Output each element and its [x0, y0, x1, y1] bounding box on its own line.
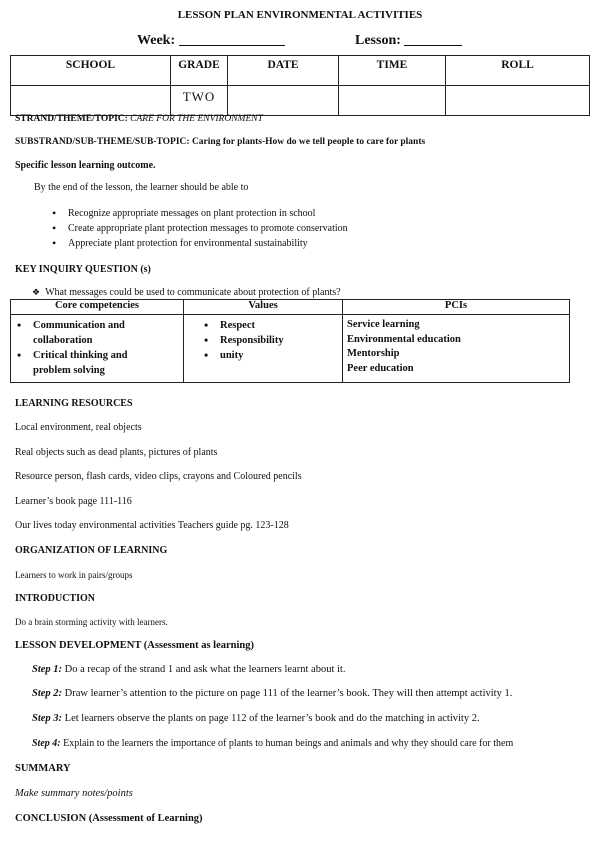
step-label: Step 1: [32, 664, 63, 675]
competencies-table [10, 299, 570, 383]
header-row [11, 56, 590, 86]
cell-date [228, 86, 339, 116]
development-heading: LESSON DEVELOPMENT (Assessment as learning) [15, 640, 254, 651]
pci-item: Mentorship [347, 348, 400, 359]
step-label: Step 3: [32, 713, 63, 724]
step-label: Step 4: [32, 738, 61, 749]
strand-label: STRAND/THEME/TOPIC: [15, 114, 128, 124]
strand-value: CARE FOR THE ENVIRONMENT [130, 114, 263, 124]
summary-text: Make summary notes/points [15, 788, 133, 799]
step-label: Step 2: [32, 688, 63, 699]
competencies-body-row [11, 315, 570, 383]
week-label: Week: [137, 33, 176, 48]
core-competencies-list [15, 318, 179, 378]
values-cell [184, 315, 343, 383]
list-item: • Recognize appropriate messages on plant protection in school [50, 206, 348, 221]
pci-item: Peer education [347, 362, 414, 374]
col-grade: GRADE [171, 56, 228, 86]
step-text: Do a recap of the strand 1 and ask what the learners learnt about it. [64, 664, 346, 675]
introduction-heading: INTRODUCTION [15, 593, 96, 604]
resource-item: Learner’s book page 111-116 [15, 496, 132, 507]
step-2 [32, 688, 512, 699]
resource-item: Resource person, flash cards, video clips, crayons and Coloured pencils [15, 471, 302, 482]
organization-heading: ORGANIZATION OF LEARNING [15, 545, 168, 556]
outcome-intro: By the end of the lesson, the learner should be able to [34, 182, 249, 193]
core-competencies-cell [11, 315, 184, 383]
page-title: LESSON PLAN ENVIRONMENTAL ACTIVITIES [177, 9, 423, 21]
list-item: • Appreciate plant protection for environmental sustainability [50, 236, 348, 251]
substrand-value: Caring for plants-How do we tell people to care for plants [191, 137, 426, 147]
step-3 [32, 713, 480, 724]
resource-item: Our lives today environmental activities Teachers guide pg. 123-128 [15, 520, 289, 531]
cell-school [11, 86, 171, 116]
core-competencies-header: Core competencies [11, 300, 184, 315]
pcis-cell [343, 315, 570, 383]
outcome-heading: Specific lesson learning outcome. [15, 160, 156, 171]
competencies-header-row [11, 300, 570, 315]
pci-item: Environmental education [347, 333, 461, 345]
strand-line [15, 114, 263, 124]
inquiry-question-text: What messages could be used to communicate about protection of plants? [45, 287, 341, 298]
resource-item: Real objects such as dead plants, pictures of plants [15, 447, 218, 458]
lesson-blank [404, 45, 462, 46]
conclusion-heading: CONCLUSION (Assessment of Learning) [15, 813, 203, 824]
step-text: Draw learner’s attention to the picture on page 111 of the learner’s book. They will then attempt activity 1. [64, 688, 513, 699]
list-item: • Critical thinking and problem solving [15, 348, 151, 378]
values-list [188, 318, 338, 363]
inquiry-question [32, 287, 341, 298]
resources-heading: LEARNING RESOURCES [15, 398, 133, 409]
lesson-header-table [10, 55, 590, 116]
substrand-line [15, 137, 425, 147]
summary-heading: SUMMARY [15, 763, 71, 774]
organization-text: Learners to work in pairs/groups [15, 570, 133, 580]
list-item: • unity [202, 348, 338, 363]
step-1 [32, 664, 345, 675]
step-4 [32, 738, 513, 749]
lesson-label: Lesson: [355, 33, 401, 48]
lesson-field [355, 33, 462, 49]
step-text: Explain to the learners the importance of plants to human beings and animals and why they should care for them [63, 738, 514, 749]
step-text: Let learners observe the plants on page 112 of the learner’s book and do the matching in activity 2. [64, 713, 480, 724]
cell-grade: TWO [171, 86, 228, 116]
value-row [11, 86, 590, 116]
outcome-list [50, 206, 348, 251]
week-field [137, 33, 285, 49]
substrand-label: SUBSTRAND/SUB-THEME/SUB-TOPIC: [15, 137, 190, 147]
list-item: • Respect [202, 318, 338, 333]
pcis-header: PCIs [343, 300, 570, 315]
col-time: TIME [339, 56, 446, 86]
cell-time [339, 86, 446, 116]
list-item: • Create appropriate plant protection messages to promote conservation [50, 221, 348, 236]
resource-item: Local environment, real objects [15, 422, 142, 433]
introduction-text: Do a brain storming activity with learners. [15, 617, 168, 627]
pci-item: Service learning [347, 319, 420, 330]
cell-roll [446, 86, 590, 116]
list-item: • Communication and collaboration [15, 318, 151, 348]
values-header: Values [184, 300, 343, 315]
week-blank [179, 45, 285, 46]
diamond-bullet-icon: ❖ [32, 287, 41, 297]
col-roll: ROLL [446, 56, 590, 86]
list-item: • Responsibility [202, 333, 338, 348]
col-date: DATE [228, 56, 339, 86]
col-school: SCHOOL [11, 56, 171, 86]
inquiry-heading: KEY INQUIRY QUESTION (s) [15, 264, 151, 275]
